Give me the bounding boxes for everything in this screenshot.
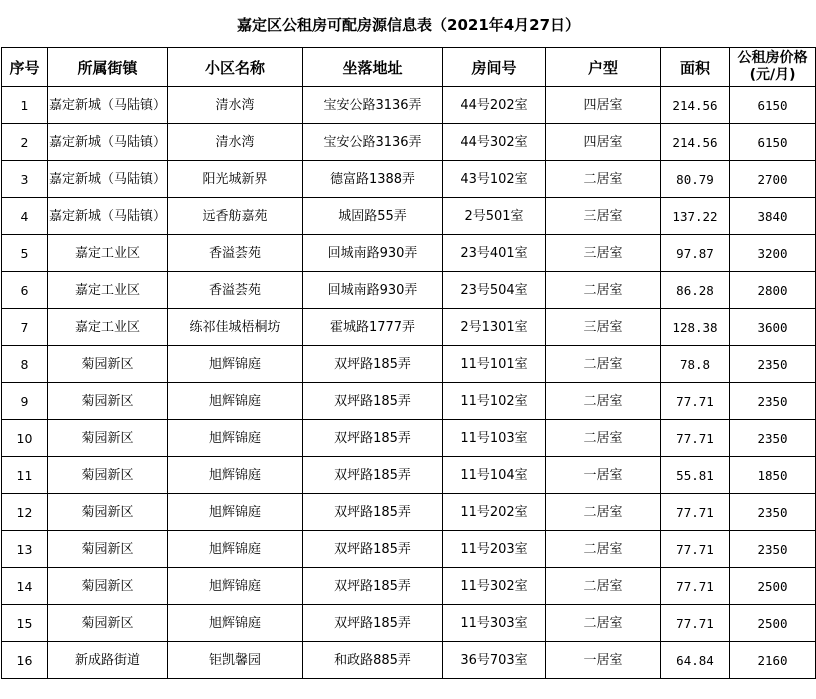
cell-index: 4 — [2, 198, 48, 235]
cell-street: 菊园新区 — [48, 605, 168, 642]
cell-community: 阳光城新界 — [168, 161, 303, 198]
cell-room: 2号501室 — [443, 198, 546, 235]
cell-street: 嘉定新城（马陆镇） — [48, 198, 168, 235]
cell-address: 双坪路185弄 — [303, 383, 443, 420]
cell-street: 菊园新区 — [48, 494, 168, 531]
cell-area: 137.22 — [661, 198, 730, 235]
cell-street: 嘉定工业区 — [48, 309, 168, 346]
cell-index: 5 — [2, 235, 48, 272]
cell-room: 11号302室 — [443, 568, 546, 605]
cell-address: 和政路885弄 — [303, 642, 443, 679]
cell-street: 新成路街道 — [48, 642, 168, 679]
header-layout: 户型 — [546, 48, 661, 87]
cell-address: 双坪路185弄 — [303, 346, 443, 383]
cell-index: 14 — [2, 568, 48, 605]
cell-address: 双坪路185弄 — [303, 420, 443, 457]
cell-price: 2500 — [730, 568, 816, 605]
cell-street: 嘉定工业区 — [48, 272, 168, 309]
cell-layout: 二居室 — [546, 346, 661, 383]
table-row — [2, 272, 816, 309]
cell-room: 11号203室 — [443, 531, 546, 568]
cell-layout: 二居室 — [546, 494, 661, 531]
cell-area: 86.28 — [661, 272, 730, 309]
table-title: 嘉定区公租房可配房源信息表（2021年4月27日） — [2, 1, 816, 48]
header-address: 坐落地址 — [303, 48, 443, 87]
cell-community: 清水湾 — [168, 124, 303, 161]
cell-room: 44号302室 — [443, 124, 546, 161]
cell-index: 13 — [2, 531, 48, 568]
cell-street: 菊园新区 — [48, 346, 168, 383]
cell-community: 旭辉锦庭 — [168, 605, 303, 642]
cell-area: 64.84 — [661, 642, 730, 679]
cell-layout: 二居室 — [546, 161, 661, 198]
cell-community: 旭辉锦庭 — [168, 420, 303, 457]
cell-layout: 一居室 — [546, 457, 661, 494]
cell-area: 77.71 — [661, 605, 730, 642]
cell-index: 3 — [2, 161, 48, 198]
cell-room: 36号703室 — [443, 642, 546, 679]
cell-street: 菊园新区 — [48, 531, 168, 568]
cell-price: 3200 — [730, 235, 816, 272]
cell-community: 香溢荟苑 — [168, 235, 303, 272]
cell-room: 11号101室 — [443, 346, 546, 383]
cell-address: 双坪路185弄 — [303, 605, 443, 642]
table-row — [2, 124, 816, 161]
housing-table — [1, 1, 816, 679]
cell-room: 44号202室 — [443, 87, 546, 124]
cell-layout: 三居室 — [546, 198, 661, 235]
spreadsheet — [1, 1, 815, 697]
cell-index: 6 — [2, 272, 48, 309]
cell-community: 清水湾 — [168, 87, 303, 124]
cell-layout: 三居室 — [546, 309, 661, 346]
cell-price: 3840 — [730, 198, 816, 235]
cell-street: 菊园新区 — [48, 383, 168, 420]
table-row — [2, 161, 816, 198]
cell-address: 双坪路185弄 — [303, 494, 443, 531]
cell-address: 回城南路930弄 — [303, 272, 443, 309]
table-row — [2, 457, 816, 494]
cell-index: 16 — [2, 642, 48, 679]
table-row — [2, 642, 816, 679]
table-row — [2, 531, 816, 568]
cell-area: 55.81 — [661, 457, 730, 494]
cell-layout: 三居室 — [546, 235, 661, 272]
cell-room: 2号1301室 — [443, 309, 546, 346]
cell-area: 78.8 — [661, 346, 730, 383]
cell-layout: 四居室 — [546, 124, 661, 161]
cell-community: 练祁佳城梧桐坊 — [168, 309, 303, 346]
table-row — [2, 309, 816, 346]
table-body — [2, 87, 816, 679]
cell-price: 2800 — [730, 272, 816, 309]
cell-price: 2350 — [730, 494, 816, 531]
cell-street: 嘉定新城（马陆镇） — [48, 161, 168, 198]
cell-index: 8 — [2, 346, 48, 383]
cell-area: 97.87 — [661, 235, 730, 272]
cell-community: 旭辉锦庭 — [168, 568, 303, 605]
table-row — [2, 494, 816, 531]
cell-street: 菊园新区 — [48, 457, 168, 494]
cell-address: 回城南路930弄 — [303, 235, 443, 272]
header-community: 小区名称 — [168, 48, 303, 87]
cell-index: 2 — [2, 124, 48, 161]
cell-room: 11号104室 — [443, 457, 546, 494]
table-row — [2, 235, 816, 272]
cell-price: 2350 — [730, 420, 816, 457]
cell-layout: 二居室 — [546, 272, 661, 309]
cell-layout: 二居室 — [546, 531, 661, 568]
cell-price: 6150 — [730, 124, 816, 161]
cell-layout: 二居室 — [546, 568, 661, 605]
cell-index: 9 — [2, 383, 48, 420]
cell-area: 214.56 — [661, 124, 730, 161]
cell-room: 11号202室 — [443, 494, 546, 531]
header-room: 房间号 — [443, 48, 546, 87]
table-row — [2, 346, 816, 383]
cell-price: 2500 — [730, 605, 816, 642]
cell-room: 11号103室 — [443, 420, 546, 457]
cell-area: 128.38 — [661, 309, 730, 346]
cell-area: 80.79 — [661, 161, 730, 198]
cell-room: 43号102室 — [443, 161, 546, 198]
table-row — [2, 420, 816, 457]
cell-price: 2160 — [730, 642, 816, 679]
cell-index: 15 — [2, 605, 48, 642]
cell-room: 11号303室 — [443, 605, 546, 642]
cell-price: 2350 — [730, 346, 816, 383]
cell-community: 远香舫嘉苑 — [168, 198, 303, 235]
cell-index: 10 — [2, 420, 48, 457]
header-street: 所属街镇 — [48, 48, 168, 87]
header-row — [2, 48, 816, 87]
cell-area: 77.71 — [661, 531, 730, 568]
cell-community: 旭辉锦庭 — [168, 494, 303, 531]
cell-room: 11号102室 — [443, 383, 546, 420]
table-row — [2, 383, 816, 420]
table-row — [2, 605, 816, 642]
cell-index: 1 — [2, 87, 48, 124]
cell-layout: 二居室 — [546, 420, 661, 457]
header-index: 序号 — [2, 48, 48, 87]
cell-community: 钜凯馨园 — [168, 642, 303, 679]
cell-street: 嘉定新城（马陆镇） — [48, 124, 168, 161]
cell-address: 宝安公路3136弄 — [303, 124, 443, 161]
cell-street: 菊园新区 — [48, 420, 168, 457]
cell-price: 2700 — [730, 161, 816, 198]
table-row — [2, 198, 816, 235]
cell-area: 77.71 — [661, 383, 730, 420]
cell-community: 旭辉锦庭 — [168, 457, 303, 494]
cell-address: 双坪路185弄 — [303, 457, 443, 494]
cell-index: 11 — [2, 457, 48, 494]
cell-price: 2350 — [730, 383, 816, 420]
cell-area: 214.56 — [661, 87, 730, 124]
cell-address: 城固路55弄 — [303, 198, 443, 235]
cell-street: 嘉定工业区 — [48, 235, 168, 272]
table-row — [2, 87, 816, 124]
cell-address: 双坪路185弄 — [303, 531, 443, 568]
cell-layout: 二居室 — [546, 605, 661, 642]
cell-area: 77.71 — [661, 494, 730, 531]
cell-address: 德富路1388弄 — [303, 161, 443, 198]
cell-area: 77.71 — [661, 420, 730, 457]
cell-price: 2350 — [730, 531, 816, 568]
cell-room: 23号504室 — [443, 272, 546, 309]
cell-layout: 二居室 — [546, 383, 661, 420]
table-row — [2, 568, 816, 605]
cell-address: 宝安公路3136弄 — [303, 87, 443, 124]
cell-layout: 一居室 — [546, 642, 661, 679]
cell-address: 双坪路185弄 — [303, 568, 443, 605]
cell-community: 旭辉锦庭 — [168, 531, 303, 568]
cell-address: 霍城路1777弄 — [303, 309, 443, 346]
cell-community: 旭辉锦庭 — [168, 383, 303, 420]
cell-community: 香溢荟苑 — [168, 272, 303, 309]
cell-index: 7 — [2, 309, 48, 346]
cell-room: 23号401室 — [443, 235, 546, 272]
cell-area: 77.71 — [661, 568, 730, 605]
cell-street: 嘉定新城（马陆镇） — [48, 87, 168, 124]
cell-layout: 四居室 — [546, 87, 661, 124]
cell-index: 12 — [2, 494, 48, 531]
header-price: 公租房价格(元/月) — [730, 48, 816, 87]
cell-community: 旭辉锦庭 — [168, 346, 303, 383]
cell-street: 菊园新区 — [48, 568, 168, 605]
cell-price: 6150 — [730, 87, 816, 124]
header-area: 面积 — [661, 48, 730, 87]
cell-price: 1850 — [730, 457, 816, 494]
cell-price: 3600 — [730, 309, 816, 346]
